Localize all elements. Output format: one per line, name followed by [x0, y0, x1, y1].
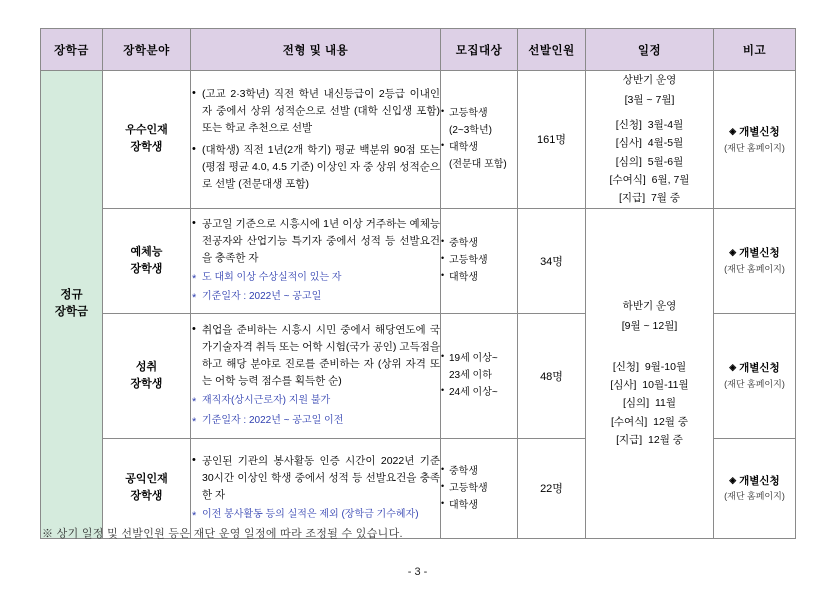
target-line: • 대학생: [441, 139, 517, 156]
target-line: • 대학생: [441, 269, 517, 286]
schedule-period: [9월 ~ 12월]: [621, 320, 678, 333]
remark-main: ◈ 개별신청: [729, 247, 780, 260]
criteria-cell: [191, 71, 441, 209]
schedule-item-value: 10월-11월: [642, 378, 689, 391]
criteria-cell: [191, 208, 441, 313]
remark-main: ◈ 개별신청: [729, 474, 780, 487]
schedule-item: [586, 134, 713, 152]
remark-cell: [714, 208, 796, 313]
target-line: • 24세 이상~: [441, 384, 517, 401]
diamond-icon: ◈: [729, 125, 737, 136]
field-line-1: 우수인재: [125, 124, 168, 137]
remark-sub: (재단 홈페이지): [724, 378, 785, 389]
remark-sub: (재단 홈페이지): [724, 142, 785, 153]
count-cell: 161명: [518, 71, 586, 209]
schedule-item-value: 9월-10월: [644, 360, 687, 373]
field-cell: [103, 71, 191, 209]
schedule-item-label: [심사]: [615, 137, 642, 150]
footnote: ※ 상기 일정 및 선발인원 등은 재단 운영 일정에 따라 조정될 수 있습니다.: [42, 528, 403, 540]
target-cell: [441, 208, 518, 313]
field-line-2: 장학생: [130, 141, 163, 154]
remark-cell: [714, 438, 796, 538]
diamond-icon: ◈: [729, 474, 737, 485]
target-line: • 고등학생: [441, 480, 517, 497]
header-field: 장학분야: [103, 29, 191, 71]
target-cell: [441, 313, 518, 438]
criteria-bullet: • 취업을 준비하는 시흥시 시민 중에서 해당연도에 국가기술자격 취득 또는 어학 시험(국가 공인) 고득점을 하고 해당 분야로 진로를 준비하는 자 (상위 자격 또는 어학 능력 점수를 획득한 순): [191, 322, 440, 390]
criteria-note: * 기준일자 : 2022년 ~ 공고일 이전: [191, 413, 440, 429]
category-cell: [41, 71, 103, 539]
schedule-item: [586, 358, 713, 376]
target-line: • 19세 이상~: [441, 350, 517, 367]
page-number: - 3 -: [407, 566, 428, 578]
criteria-cell: [191, 438, 441, 538]
header-target: 모집대상: [441, 29, 518, 71]
diamond-icon: ◈: [729, 362, 737, 373]
field-cell: [103, 438, 191, 538]
target-line: 23세 이하: [449, 370, 492, 382]
schedule-item: [586, 153, 713, 171]
schedule-title: 상반기 운영: [622, 74, 677, 86]
table-body: [41, 71, 796, 539]
schedule-item-label: [수여식]: [611, 415, 648, 428]
field-line-2: 장학생: [130, 377, 163, 390]
field-cell: [103, 313, 191, 438]
count-cell: 22명: [518, 438, 586, 538]
criteria-bullet: • 공고일 기준으로 시흥시에 1년 이상 거주하는 예체능 전공자와 산업기능 특기자 중에서 성적 등 선발요건을 충족한 자: [191, 216, 440, 267]
field-line-2: 장학생: [130, 262, 163, 275]
table-row: [41, 208, 796, 313]
schedule-period: [3월 ~ 7월]: [624, 94, 675, 107]
field-line-2: 장학생: [130, 490, 163, 503]
schedule-cell-first-half: [586, 71, 714, 209]
remark-main: ◈ 개별신청: [729, 125, 780, 138]
schedule-item-label: [심사]: [610, 378, 637, 391]
table-row: [41, 71, 796, 209]
criteria-bullet: • 공인된 기관의 봉사활동 인증 시간이 2022년 기준 30시간 이상인 학생 중에서 성적 등 선발요건을 충족한 자: [191, 453, 440, 504]
schedule-item: [586, 116, 713, 134]
target-cell: [441, 438, 518, 538]
criteria-note: * 재직자(상시근로자) 지원 불가: [191, 393, 440, 409]
schedule-item: [586, 431, 713, 449]
schedule-item-label: [심의]: [622, 397, 650, 410]
schedule-item-value: 12월 중: [653, 415, 688, 428]
remark-cell: [714, 313, 796, 438]
target-line: • 중학생: [441, 235, 517, 252]
target-line: (전문대 포함): [449, 159, 507, 171]
schedule-item-label: [심의]: [615, 155, 642, 168]
target-line: • 중학생: [441, 463, 517, 480]
criteria-note: * 기준일자 : 2022년 ~ 공고일: [191, 289, 440, 305]
criteria-note: * 도 대회 이상 수상실적이 있는 자: [191, 270, 440, 286]
header-schedule: 일정: [586, 29, 714, 71]
criteria-bullet: • (고교 2·3학년) 직전 학년 내신등급이 2등급 이내인 자 중에서 상위 성적순으로 선발 (대학 신입생 포함) 또는 학교 추천으로 선발: [191, 86, 440, 137]
schedule-item: [586, 413, 713, 431]
target-line: • 고등학생: [441, 105, 517, 122]
schedule-cell-second-half: [586, 208, 714, 538]
diamond-icon: ◈: [729, 247, 737, 258]
criteria-note: * 이전 봉사활동 등의 실적은 제외 (장학금 기수혜자): [191, 507, 440, 523]
schedule-item-label: [수여식]: [609, 173, 646, 186]
category-line-2: 장학금: [54, 306, 89, 319]
field-cell: [103, 208, 191, 313]
schedule-item: [586, 394, 713, 412]
schedule-item: [586, 189, 713, 207]
target-line: • 고등학생: [441, 252, 517, 269]
criteria-cell: [191, 313, 441, 438]
remark-cell: [714, 71, 796, 209]
remark-sub: (재단 홈페이지): [724, 491, 785, 502]
table-header: [41, 29, 796, 71]
schedule-item-label: [지급]: [616, 434, 643, 447]
remark-main: ◈ 개별신청: [729, 362, 780, 375]
header-criteria: 전형 및 내용: [191, 29, 441, 71]
target-line: • 대학생: [441, 497, 517, 514]
schedule-item-label: [지급]: [618, 192, 646, 205]
count-cell: 48명: [518, 313, 586, 438]
header-remark: 비고: [714, 29, 796, 71]
schedule-item-label: [신청]: [612, 360, 639, 373]
schedule-item-value: 5월-6월: [647, 155, 684, 168]
field-line-1: 공익인재: [125, 473, 168, 486]
schedule-item-label: [신청]: [615, 118, 642, 131]
count-cell: 34명: [518, 208, 586, 313]
remark-sub: (재단 홈페이지): [724, 263, 785, 274]
schedule-item: [586, 171, 713, 189]
schedule-item-value: 7월 중: [650, 192, 680, 205]
target-line: (2~3학년): [449, 125, 492, 137]
schedule-item-value: 3월-4월: [647, 118, 684, 131]
header-count: 선발인원: [518, 29, 586, 71]
schedule-item-value: 12월 중: [648, 434, 683, 447]
category-line-1: 정규: [60, 289, 83, 302]
schedule-item-value: 11월: [654, 397, 676, 410]
schedule-title: 하반기 운영: [622, 299, 677, 312]
table-header-row: [41, 29, 796, 71]
header-scholarship: 장학금: [41, 29, 103, 71]
field-line-1: 예체능: [130, 245, 163, 258]
target-cell: [441, 71, 518, 209]
criteria-bullet: • (대학생) 직전 1년(2개 학기) 평균 백분위 90점 또는 (평점 평균 4.0, 4.5 기준) 이상인 자 중 상위 성적순으로 선발 (전문대생 포함): [191, 142, 440, 193]
schedule-item-value: 4월-5월: [647, 137, 684, 150]
schedule-item-value: 6월, 7월: [651, 173, 690, 186]
scholarship-table: [40, 28, 796, 539]
schedule-item: [586, 376, 713, 394]
field-line-1: 성취: [135, 360, 158, 373]
